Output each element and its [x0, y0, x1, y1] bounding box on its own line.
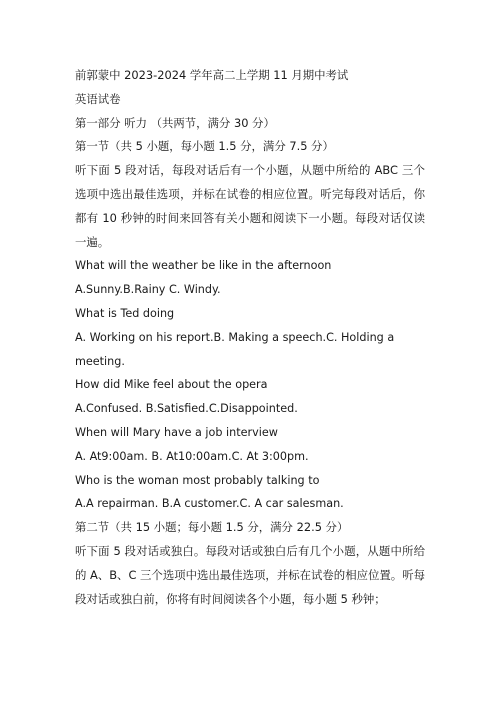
question-2-options: A. Working on his report.B. Making a speech.C. Holding a meeting. — [75, 330, 395, 368]
question-1: What will the weather be like in the afternoon — [75, 259, 332, 273]
question-3-options: A.Confused. B.Satisfied.C.Disappointed. — [75, 402, 298, 416]
part-one-heading: 第一部分 听力 （共两节，满分 30 分） — [75, 115, 275, 130]
exam-subject: 英语试卷 — [75, 91, 121, 106]
question-3: How did Mike feel about the opera — [75, 378, 268, 392]
exam-title: 前郭蒙中 2023-2024 学年高二上学期 11 月期中考试 — [75, 68, 349, 82]
question-1-options: A.Sunny.B.Rainy C. Windy. — [75, 283, 221, 297]
section-two-instructions: 听下面 5 段对话或独白。每段对话或独白后有几个小题，从题中所给的 A、B、C 三个选项中选出最佳选项，并标在试卷的相应位置。听每段对话或独白前，你将有时间阅读各个小题，每小题 5 秒钟； — [75, 543, 425, 606]
section-two-heading: 第二节（共 15 小题；每小题 1.5 分，满分 22.5 分） — [75, 520, 349, 535]
section-one-heading: 第一节（共 5 小题，每小题 1.5 分，满分 7.5 分） — [75, 139, 334, 154]
question-4: When will Mary have a job interview — [75, 425, 278, 439]
section-one-instructions: 听下面 5 段对话，每段对话后有一个小题，从题中所给的 ABC 三个选项中选出最佳选项，并标在试卷的相应位置。听完每段对话后，你都有 10 秒钟的时间来回答有关小题和阅读下一小题。每段对话仅读一遍。 — [75, 163, 425, 249]
question-2: What is Ted doing — [75, 306, 175, 320]
question-5-options: A.A repairman. B.A customer.C. A car salesman. — [75, 497, 344, 511]
question-5: Who is the woman most probably talking to — [75, 473, 320, 487]
question-4-options: A. At9:00am. B. At10:00am.C. At 3:00pm. — [75, 449, 309, 463]
document-page — [75, 64, 425, 611]
